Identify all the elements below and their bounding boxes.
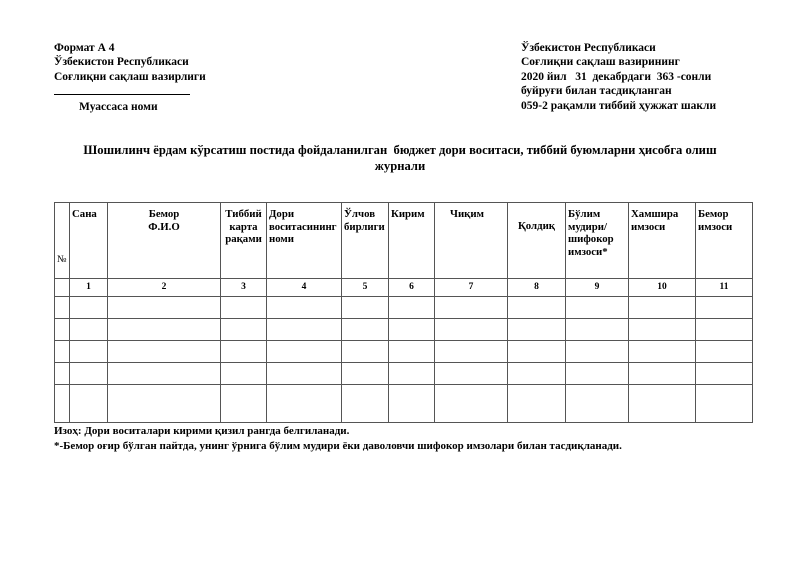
table-cell[interactable] <box>267 319 342 341</box>
notes-block <box>54 424 622 453</box>
table-cell[interactable] <box>55 385 70 423</box>
table-cell[interactable] <box>70 341 108 363</box>
column-header-7: Чиқим <box>435 203 508 279</box>
table-cell[interactable] <box>221 319 267 341</box>
table-cell[interactable] <box>629 363 696 385</box>
table-cell[interactable] <box>508 341 566 363</box>
table-cell[interactable] <box>267 297 342 319</box>
table-cell[interactable] <box>55 297 70 319</box>
table-cell[interactable] <box>342 319 389 341</box>
table-cell[interactable] <box>389 341 435 363</box>
table-cell[interactable] <box>696 341 753 363</box>
table-cell[interactable] <box>435 385 508 423</box>
table-cell[interactable] <box>221 297 267 319</box>
column-header-1: Сана <box>70 203 108 279</box>
column-header-9: Бўлим мудири/ шифокор имзоси* <box>566 203 629 279</box>
column-number-11: 11 <box>696 279 753 297</box>
form-label: 059-2 рақамли тиббий ҳужжат шакли <box>521 99 717 112</box>
table-cell[interactable] <box>55 319 70 341</box>
order-label: 2020 йил 31 декабрдаги 363 -сонли <box>521 70 712 83</box>
title-line-2: журнали <box>374 159 426 173</box>
institution-label: Муассаса номи <box>79 100 158 113</box>
column-number-10: 10 <box>629 279 696 297</box>
ministry-label: Соғлиқни сақлаш вазирлиги <box>54 70 206 83</box>
number-sign-blank-cell <box>55 279 70 297</box>
table-row <box>55 341 753 363</box>
column-number-2: 2 <box>108 279 221 297</box>
table-row <box>55 319 753 341</box>
table-cell[interactable] <box>342 385 389 423</box>
note-line-1: Изоҳ: Дори воситалари кирими қизил рангда белгиланади. <box>54 425 350 437</box>
title-line-1: Шошилинч ёрдам кўрсатиш постида фойдаланилган бюджет дори воситаси, тиббий буюмларни ҳисобга олиш <box>83 143 717 157</box>
column-number-1: 1 <box>70 279 108 297</box>
table-cell[interactable] <box>696 297 753 319</box>
column-header-2: Бемор Ф.И.О <box>108 203 221 279</box>
table-cell[interactable] <box>389 385 435 423</box>
table-cell[interactable] <box>221 363 267 385</box>
table-cell[interactable] <box>267 363 342 385</box>
table-number-row <box>55 279 753 297</box>
table-header-row <box>55 203 753 279</box>
header-left <box>54 41 206 114</box>
table-cell[interactable] <box>696 385 753 423</box>
table-cell[interactable] <box>435 363 508 385</box>
table-cell[interactable] <box>566 385 629 423</box>
republic-label: Ўзбекистон Республикаси <box>54 56 189 69</box>
table-cell[interactable] <box>108 297 221 319</box>
table-cell[interactable] <box>108 341 221 363</box>
table-row <box>55 363 753 385</box>
table-cell[interactable] <box>629 319 696 341</box>
table-cell[interactable] <box>508 363 566 385</box>
table-cell[interactable] <box>342 297 389 319</box>
header-right <box>521 41 716 113</box>
table-row <box>55 297 753 319</box>
table-cell[interactable] <box>696 363 753 385</box>
column-header-5: Ўлчов бирлиги <box>342 203 389 279</box>
table-cell[interactable] <box>389 319 435 341</box>
column-header-6: Кирим <box>389 203 435 279</box>
column-header-3: Тиббий карта рақами <box>221 203 267 279</box>
table-cell[interactable] <box>108 385 221 423</box>
column-number-3: 3 <box>221 279 267 297</box>
column-header-10: Хамшира имзоси <box>629 203 696 279</box>
table-cell[interactable] <box>342 363 389 385</box>
table-cell[interactable] <box>389 363 435 385</box>
table-row <box>55 385 753 423</box>
table-cell[interactable] <box>629 341 696 363</box>
table-cell[interactable] <box>267 341 342 363</box>
table-cell[interactable] <box>508 385 566 423</box>
ministry-label-right: Соғлиқни сақлаш вазирининг <box>521 56 680 69</box>
table-cell[interactable] <box>629 297 696 319</box>
format-label: Формат А 4 <box>54 42 115 54</box>
table-cell[interactable] <box>108 363 221 385</box>
table-cell[interactable] <box>221 385 267 423</box>
column-header-11: Бемор имзоси <box>696 203 753 279</box>
table-cell[interactable] <box>389 297 435 319</box>
table-cell[interactable] <box>566 297 629 319</box>
institution-underline <box>54 84 190 95</box>
column-number-6: 6 <box>389 279 435 297</box>
column-header-8: Қолдиқ <box>508 203 566 279</box>
note-line-2: *-Бемор оғир бўлган пайтда, унинг ўрнига бўлим мудири ёки даволовчи шифокор имзолари билан тасдиқланади. <box>54 439 622 452</box>
approved-label: буйруғи билан тасдиқланган <box>521 85 672 98</box>
table-cell[interactable] <box>55 341 70 363</box>
table-cell[interactable] <box>508 297 566 319</box>
table-cell[interactable] <box>435 297 508 319</box>
table-cell[interactable] <box>70 385 108 423</box>
number-sign-cell: № <box>55 203 70 279</box>
column-number-4: 4 <box>267 279 342 297</box>
table-cell[interactable] <box>696 319 753 341</box>
table-cell[interactable] <box>342 341 389 363</box>
table-cell[interactable] <box>70 297 108 319</box>
table-cell[interactable] <box>221 341 267 363</box>
table-cell[interactable] <box>435 341 508 363</box>
column-number-7: 7 <box>435 279 508 297</box>
journal-title <box>50 142 750 174</box>
table-cell[interactable] <box>267 385 342 423</box>
table-cell[interactable] <box>55 363 70 385</box>
table-cell[interactable] <box>629 385 696 423</box>
table-cell[interactable] <box>566 341 629 363</box>
republic-label-right: Ўзбекистон Республикаси <box>521 42 656 54</box>
table-cell[interactable] <box>70 319 108 341</box>
table-cell[interactable] <box>508 319 566 341</box>
journal-table <box>54 202 753 423</box>
column-number-5: 5 <box>342 279 389 297</box>
column-number-8: 8 <box>508 279 566 297</box>
table-cell[interactable] <box>435 319 508 341</box>
column-header-4: Дори воситасининг номи <box>267 203 342 279</box>
table-cell[interactable] <box>70 363 108 385</box>
column-number-9: 9 <box>566 279 629 297</box>
table-cell[interactable] <box>566 319 629 341</box>
table-cell[interactable] <box>566 363 629 385</box>
table-cell[interactable] <box>108 319 221 341</box>
